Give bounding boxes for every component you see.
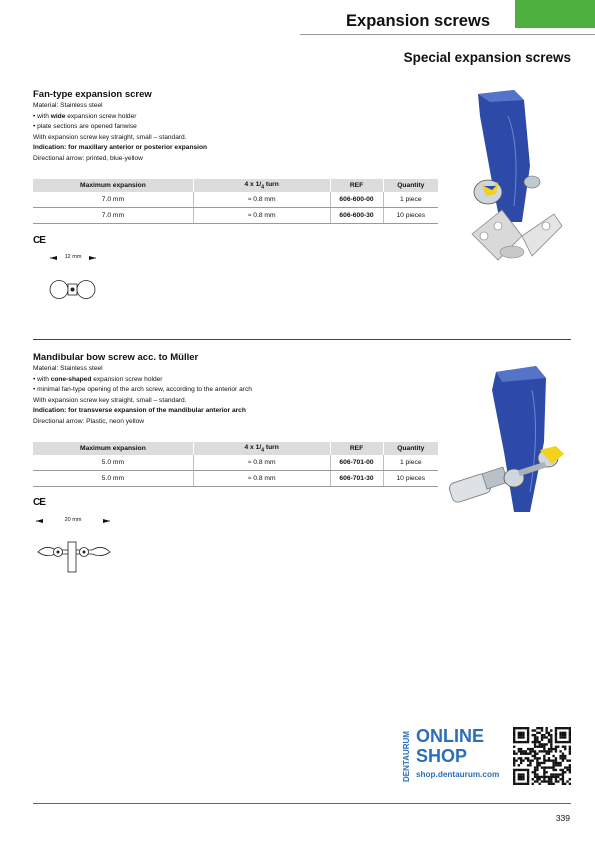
page-number: 339 xyxy=(555,813,570,823)
header-divider xyxy=(300,34,595,35)
table-row xyxy=(33,471,438,487)
section-tab xyxy=(515,0,595,28)
product-table xyxy=(33,179,438,224)
column-header: Quantity xyxy=(383,442,438,455)
product-description xyxy=(33,101,207,165)
brand-label: DENTAURUM xyxy=(402,731,411,782)
column-header: REF xyxy=(330,442,383,455)
online-shop-heading: SHOP xyxy=(416,746,468,766)
product-title: Fan-type expansion screw xyxy=(33,89,152,100)
ce-mark: CE xyxy=(33,497,45,508)
arrow-line: Directional arrow: printed, blue-yellow xyxy=(33,154,143,162)
bow-screw-product-image xyxy=(444,362,574,527)
brand-logo xyxy=(399,726,413,784)
column-header: Maximum expansion xyxy=(33,179,193,192)
column-header: 4 x $1/_4$ turn xyxy=(193,179,330,192)
shop-link[interactable]: shop.dentaurum.com xyxy=(416,770,500,779)
feature-line: • plate sections are opened fanwise xyxy=(33,123,137,131)
feature-line: • with cone-shaped expansion screw holder xyxy=(33,375,163,383)
column-header: 4 x $1/_4$ turn xyxy=(193,442,330,455)
screw-schematic-icon xyxy=(48,279,98,301)
cell-quantity: 1 piece xyxy=(383,455,438,471)
cell-quantity: 10 pieces xyxy=(383,208,438,224)
cell-turn: ≈ 0.8 mm xyxy=(193,208,330,224)
key-line: With expansion screw key straight, small – standard. xyxy=(33,133,187,141)
dimension-label: 20 mm xyxy=(64,517,82,523)
section-divider xyxy=(33,339,571,340)
cell-turn: ≈ 0.8 mm xyxy=(193,471,330,487)
page-title: Expansion screws xyxy=(346,12,490,30)
cell-quantity: 10 pieces xyxy=(383,471,438,487)
qr-code-icon[interactable] xyxy=(513,727,571,785)
column-header: Quantity xyxy=(383,179,438,192)
cell-expansion: 7.0 mm xyxy=(33,208,193,224)
product-description xyxy=(33,364,252,428)
product-title: Mandibular bow screw acc. to Müller xyxy=(33,352,199,363)
cell-turn: ≈ 0.8 mm xyxy=(193,192,330,208)
key-line: With expansion screw key straight, small – standard. xyxy=(33,396,187,404)
cell-ref: 606-600-30 xyxy=(330,208,383,224)
indication-line: Indication: for maxillary anterior or posterior expansion xyxy=(33,144,208,152)
dimension-label: 12 mm xyxy=(64,254,82,260)
feature-line: • minimal fan-type opening of the arch screw, according to the anterior arch xyxy=(33,386,252,394)
cell-quantity: 1 piece xyxy=(383,192,438,208)
screw-schematic-icon xyxy=(34,538,114,574)
table-header-row xyxy=(33,442,438,455)
cell-expansion: 5.0 mm xyxy=(33,455,193,471)
arrow-line: Directional arrow: Plastic, neon yellow xyxy=(33,417,145,425)
table-row xyxy=(33,192,438,208)
cell-expansion: 7.0 mm xyxy=(33,192,193,208)
column-header: Maximum expansion xyxy=(33,442,193,455)
cell-ref: 606-701-00 xyxy=(330,455,383,471)
material-line: Material: Stainless steel xyxy=(33,365,103,372)
table-row xyxy=(33,455,438,471)
fan-screw-product-image xyxy=(462,86,572,286)
product-table xyxy=(33,442,438,487)
online-shop-heading: ONLINE xyxy=(416,726,485,746)
section-title: Special expansion screws xyxy=(403,50,571,65)
material-line: Material: Stainless steel xyxy=(33,102,103,109)
footer-divider xyxy=(33,803,571,804)
table-row xyxy=(33,208,438,224)
indication-line: Indication: for transverse expansion of the mandibular anterior arch xyxy=(33,407,246,415)
cell-ref: 606-600-00 xyxy=(330,192,383,208)
table-header-row xyxy=(33,179,438,192)
cell-turn: ≈ 0.8 mm xyxy=(193,455,330,471)
column-header: REF xyxy=(330,179,383,192)
cell-expansion: 5.0 mm xyxy=(33,471,193,487)
feature-line: • with wide expansion screw holder xyxy=(33,112,137,120)
cell-ref: 606-701-30 xyxy=(330,471,383,487)
ce-mark: CE xyxy=(33,235,45,246)
